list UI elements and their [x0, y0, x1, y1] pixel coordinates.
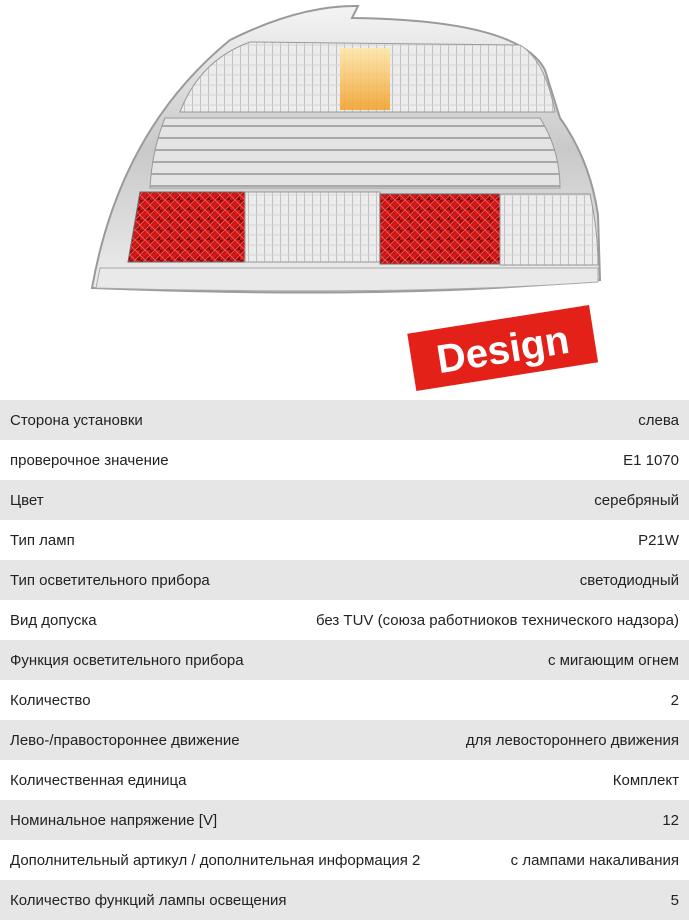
design-badge — [0, 0, 689, 400]
spec-value: 12 — [662, 811, 679, 829]
spec-value: с мигающим огнем — [547, 651, 679, 669]
spec-label: Функция осветительного прибора — [10, 651, 244, 669]
spec-label: Дополнительный артикул / дополнительная информация 2 — [10, 851, 421, 869]
spec-value: Комплект — [612, 771, 679, 789]
spec-table — [0, 400, 689, 920]
product-image — [0, 0, 689, 400]
spec-value: светодиодный — [579, 571, 679, 589]
spec-row — [0, 520, 689, 560]
spec-row — [0, 880, 689, 920]
spec-label: проверочное значение — [10, 451, 169, 469]
spec-label: Тип ламп — [10, 531, 75, 549]
spec-value: для левостороннего движения — [465, 731, 679, 749]
spec-row — [0, 760, 689, 800]
spec-row — [0, 600, 689, 640]
spec-row — [0, 680, 689, 720]
badge-text: Design — [433, 317, 573, 383]
spec-value: без TUV (союза работниоков технического надзора) — [315, 611, 679, 629]
spec-value: слева — [638, 411, 679, 429]
spec-label: Количественная единица — [10, 771, 187, 789]
spec-value: с лампами накаливания — [510, 851, 679, 869]
spec-value: 2 — [670, 691, 679, 709]
spec-row — [0, 560, 689, 600]
spec-value: серебряный — [594, 491, 679, 509]
spec-label: Количество функций лампы освещения — [10, 891, 287, 909]
spec-row — [0, 440, 689, 480]
spec-row — [0, 480, 689, 520]
spec-value: 5 — [670, 891, 679, 909]
spec-row — [0, 840, 689, 880]
spec-row — [0, 720, 689, 760]
spec-row — [0, 640, 689, 680]
spec-label: Цвет — [10, 491, 44, 509]
spec-label: Количество — [10, 691, 91, 709]
spec-label: Тип осветительного прибора — [10, 571, 210, 589]
spec-row — [0, 800, 689, 840]
spec-row — [0, 400, 689, 440]
spec-value: E1 1070 — [623, 451, 679, 469]
spec-value: P21W — [638, 531, 679, 549]
spec-label: Сторона установки — [10, 411, 143, 429]
spec-label: Лево-/правостороннее движение — [10, 731, 240, 749]
spec-label: Номинальное напряжение [V] — [10, 811, 218, 829]
spec-label: Вид допуска — [10, 611, 97, 629]
